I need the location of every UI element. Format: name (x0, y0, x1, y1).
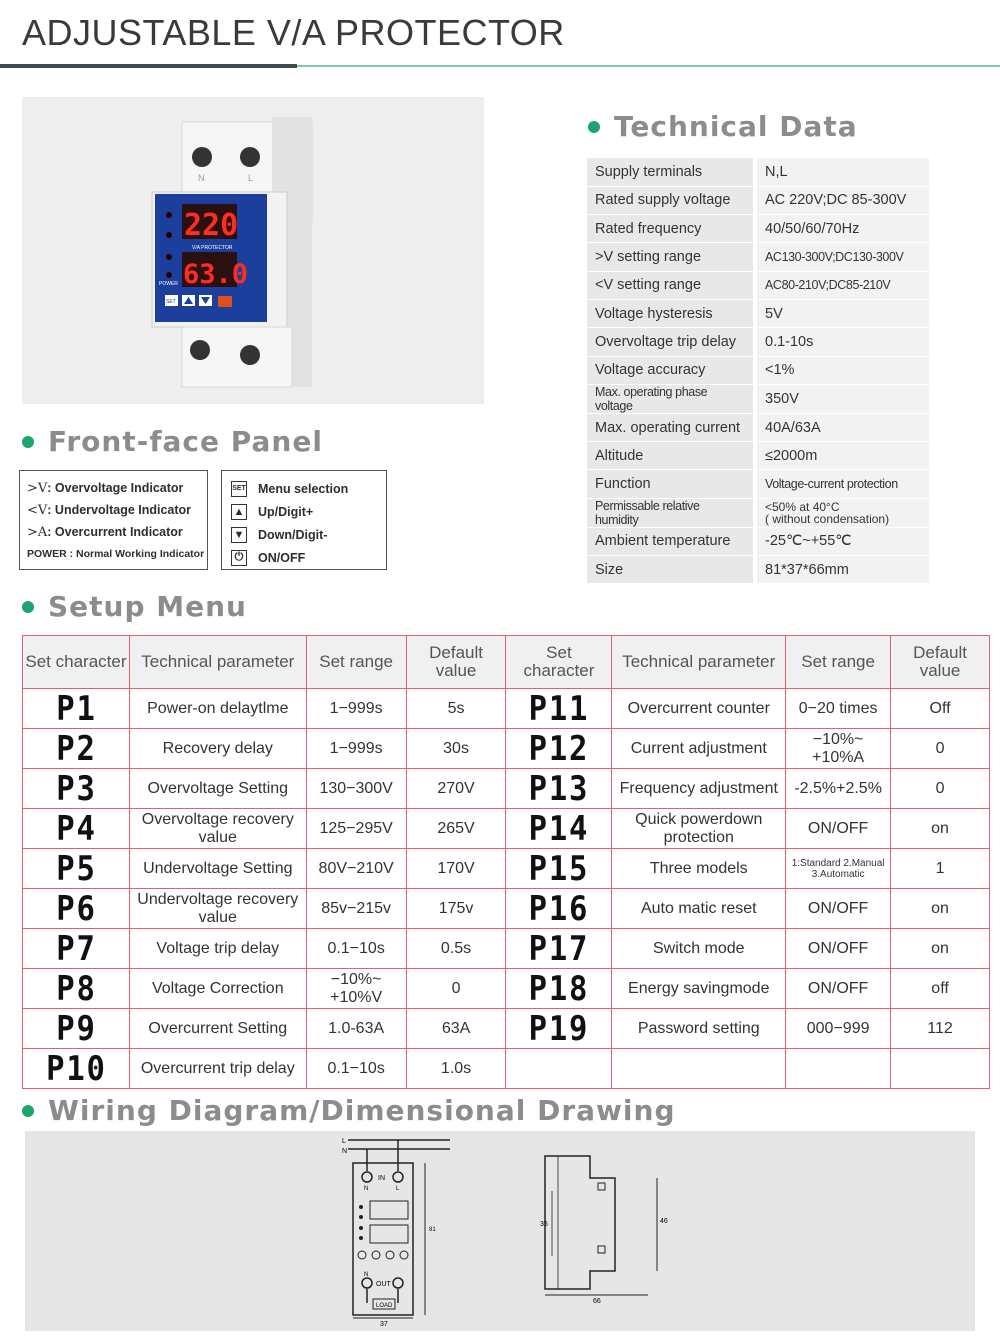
table-cell: 1:Standard 2.Manual 3.Automatic (786, 849, 891, 889)
table-cell: 125−295V (306, 809, 406, 849)
table-cell: Recovery delay (129, 729, 306, 769)
table-cell: −10%~ +10%V (306, 969, 406, 1009)
setup-menu-table (22, 635, 990, 1089)
setup-menu-heading: Setup Menu (22, 590, 247, 623)
set-icon: SET (231, 481, 247, 497)
front-panel-heading: Front-face Panel (22, 425, 323, 458)
table-cell: 112 (891, 1009, 990, 1049)
table-cell: Overcurrent counter (612, 689, 786, 729)
line-n-label: N (342, 1148, 348, 1155)
table-cell: AC130-300V;DC130-300V (755, 243, 929, 271)
indicator-power: POWER : Normal Working Indicator (27, 548, 205, 560)
table-cell: <50% at 40°C ( without condensation) (755, 498, 929, 527)
table-cell: 170V (406, 849, 506, 889)
table-row (23, 1049, 990, 1089)
table-cell: <1% (755, 356, 929, 384)
table-cell: P9 (28, 1009, 124, 1049)
table-cell: 0 (891, 729, 990, 769)
table-row (587, 442, 929, 470)
table-cell: 130−300V (306, 769, 406, 809)
table-row (587, 243, 929, 271)
display-bottom: 63.0 (183, 259, 249, 290)
table-cell: 5s (406, 689, 506, 729)
table-cell: AC 220V;DC 85-300V (755, 186, 929, 214)
table-cell: P10 (28, 1049, 124, 1089)
table-cell: Overvoltage trip delay (587, 328, 755, 356)
table-row (587, 328, 929, 356)
table-header-cell: Technical parameter (129, 636, 306, 689)
table-cell: Overvoltage recovery value (129, 809, 306, 849)
terminal-n: N (364, 1186, 369, 1192)
table-cell (786, 1049, 891, 1089)
in-label: IN (378, 1175, 385, 1182)
table-cell: 5V (755, 299, 929, 327)
table-cell: P3 (28, 769, 124, 809)
terminal-l: L (396, 1186, 400, 1192)
table-cell: ≤2000m (755, 442, 929, 470)
table-row (23, 1009, 990, 1049)
table-cell: 000−999 (786, 1009, 891, 1049)
table-row (23, 889, 990, 929)
table-row (23, 849, 990, 889)
table-cell: on (891, 929, 990, 969)
table-cell: Three models (612, 849, 786, 889)
technical-data-heading: Technical Data (588, 110, 858, 143)
screw-icon (240, 147, 260, 167)
table-cell: Overcurrent Setting (129, 1009, 306, 1049)
table-row (23, 769, 990, 809)
table-cell: P6 (28, 889, 124, 929)
table-cell: Supply terminals (587, 158, 755, 186)
table-cell: P16 (511, 889, 606, 929)
table-header-cell: Set range (786, 636, 891, 689)
table-row (587, 271, 929, 299)
table-cell: -25℃~+55℃ (755, 527, 929, 555)
table-cell: Max. operating current (587, 413, 755, 441)
terminal-n-out: N (364, 1272, 369, 1278)
table-cell: 270V (406, 769, 506, 809)
table-cell (891, 1049, 990, 1089)
table-cell: ON/OFF (786, 889, 891, 929)
terminal-l-label: L (248, 173, 254, 183)
table-cell: 80V−210V (306, 849, 406, 889)
wiring-area (25, 1131, 975, 1331)
table-row (23, 729, 990, 769)
table-row (587, 356, 929, 384)
table-cell: Frequency adjustment (612, 769, 786, 809)
table-cell: Overcurrent trip delay (129, 1049, 306, 1089)
table-cell: AC80-210V;DC85-210V (755, 271, 929, 299)
table-cell: Off (891, 689, 990, 729)
table-cell: ON/OFF (786, 809, 891, 849)
table-header-cell: Set character (23, 636, 130, 689)
table-cell: −10%~ +10%A (786, 729, 891, 769)
table-row (587, 158, 929, 186)
table-cell: Undervoltage recovery value (129, 889, 306, 929)
table-cell: P1 (28, 689, 124, 729)
table-row (23, 969, 990, 1009)
table-row (23, 929, 990, 969)
table-row (587, 556, 929, 584)
screw-icon (192, 147, 212, 167)
protector-device-illustration (22, 97, 484, 404)
bullet-icon (22, 601, 34, 613)
table-cell: 1 (891, 849, 990, 889)
table-cell: 0.1−10s (306, 929, 406, 969)
table-cell: 0.5s (406, 929, 506, 969)
table-cell: Current adjustment (612, 729, 786, 769)
table-cell: <V setting range (587, 271, 755, 299)
title-rule-green (297, 65, 1000, 67)
table-cell: Overvoltage Setting (129, 769, 306, 809)
table-cell (506, 1049, 612, 1089)
up-arrow-icon: ▲ (231, 504, 247, 520)
table-cell: 0 (891, 769, 990, 809)
table-cell: Power-on delaytlme (129, 689, 306, 729)
power-button-icon (218, 296, 232, 307)
table-cell: 85v−215v (306, 889, 406, 929)
table-cell: 0−20 times (786, 689, 891, 729)
table-cell: Switch mode (612, 929, 786, 969)
table-cell: Max. operating phase voltage (587, 384, 755, 413)
dim-46: 46 (660, 1218, 668, 1225)
table-cell: 1−999s (306, 689, 406, 729)
power-label: POWER (159, 281, 178, 287)
wiring-heading: Wiring Diagram/Dimensional Drawing (22, 1094, 676, 1127)
table-cell: Voltage trip delay (129, 929, 306, 969)
table-cell: 1.0s (406, 1049, 506, 1089)
table-header-cell: Technical parameter (612, 636, 786, 689)
table-row (587, 498, 929, 527)
table-row (587, 413, 929, 441)
table-cell: Voltage accuracy (587, 356, 755, 384)
screw-icon (190, 340, 210, 360)
table-cell: 40/50/60/70Hz (755, 215, 929, 243)
table-cell: P11 (511, 689, 606, 729)
table-cell: P17 (511, 929, 606, 969)
indicator-overcurrent: >A: Overcurrent Indicator (27, 525, 183, 540)
table-cell: Rated frequency (587, 215, 755, 243)
table-cell: P13 (511, 769, 606, 809)
wiring-diagram (25, 1131, 975, 1331)
table-cell: on (891, 889, 990, 929)
table-cell: 0 (406, 969, 506, 1009)
table-cell: 40A/63A (755, 413, 929, 441)
table-cell: 30s (406, 729, 506, 769)
table-cell (612, 1049, 786, 1089)
table-header-cell: Default value (891, 636, 990, 689)
table-row (587, 384, 929, 413)
table-cell: Size (587, 556, 755, 584)
indicator-undervoltage: <V: Undervoltage Indicator (27, 503, 192, 518)
table-cell: Undervoltage Setting (129, 849, 306, 889)
product-photo (22, 97, 484, 404)
table-cell: 63A (406, 1009, 506, 1049)
table-cell: P7 (28, 929, 124, 969)
table-cell: 0.1−10s (306, 1049, 406, 1089)
load-label: LOAD (376, 1303, 393, 1309)
table-cell: Permissable relative humidity (587, 498, 755, 527)
technical-data-table (587, 158, 929, 584)
table-row (587, 299, 929, 327)
table-cell: N,L (755, 158, 929, 186)
table-cell: Altitude (587, 442, 755, 470)
table-row (23, 809, 990, 849)
table-row (23, 689, 990, 729)
table-cell: -2.5%+2.5% (786, 769, 891, 809)
table-cell: Voltage-current protection (755, 470, 929, 498)
dim-66: 66 (593, 1298, 601, 1305)
dim-width: 37 (380, 1321, 388, 1328)
table-cell: P19 (511, 1009, 606, 1049)
title-rule-dark (0, 64, 297, 68)
table-cell: 350V (755, 384, 929, 413)
power-icon: ⏻ (231, 550, 247, 566)
table-cell: 1−999s (306, 729, 406, 769)
table-header-cell: Set range (306, 636, 406, 689)
table-row (587, 186, 929, 214)
table-cell: ON/OFF (786, 969, 891, 1009)
display-top: 220 (184, 208, 239, 243)
indicator-legend (19, 470, 208, 570)
set-label: SET (166, 299, 176, 305)
line-l-label: L (342, 1138, 346, 1145)
table-cell: Function (587, 470, 755, 498)
page-title: ADJUSTABLE V/A PROTECTOR (22, 12, 565, 53)
table-cell: P15 (511, 849, 606, 889)
table-row (587, 527, 929, 555)
table-cell: off (891, 969, 990, 1009)
table-header-cell: Set character (506, 636, 612, 689)
table-row (587, 215, 929, 243)
terminal-n-label: N (198, 173, 205, 183)
dim-height: 81 (429, 1227, 436, 1233)
bullet-icon (22, 1105, 34, 1117)
table-cell: P18 (511, 969, 606, 1009)
button-legend: SET Menu selection ▲ Up/Digit+ ▼ Down/Digit- ⏻ ON/OFF (221, 470, 387, 570)
table-header-row (23, 636, 990, 689)
bullet-icon (22, 436, 34, 448)
table-cell: 265V (406, 809, 506, 849)
table-row (587, 470, 929, 498)
table-header-cell: Default value (406, 636, 506, 689)
out-label: OUT (376, 1281, 391, 1288)
table-cell: P4 (28, 809, 124, 849)
table-cell: P12 (511, 729, 606, 769)
screw-icon (240, 345, 260, 365)
table-cell: P8 (28, 969, 124, 1009)
table-cell: 1.0-63A (306, 1009, 406, 1049)
table-cell: Ambient temperature (587, 527, 755, 555)
table-cell: Rated supply voltage (587, 186, 755, 214)
table-cell: Auto matic reset (612, 889, 786, 929)
table-cell: P5 (28, 849, 124, 889)
down-arrow-icon: ▼ (231, 527, 247, 543)
table-cell: >V setting range (587, 243, 755, 271)
table-cell: Voltage Correction (129, 969, 306, 1009)
table-cell: P2 (28, 729, 124, 769)
table-cell: 175v (406, 889, 506, 929)
indicator-overvoltage: >V: Overvoltage Indicator (27, 481, 184, 496)
table-cell: Energy savingmode (612, 969, 786, 1009)
table-cell: ON/OFF (786, 929, 891, 969)
table-cell: Password setting (612, 1009, 786, 1049)
table-cell: 0.1-10s (755, 328, 929, 356)
table-cell: 81*37*66mm (755, 556, 929, 584)
bullet-icon (588, 121, 600, 133)
table-cell: P14 (511, 809, 606, 849)
table-cell: Voltage hysteresis (587, 299, 755, 327)
dim-35: 35 (540, 1221, 548, 1228)
table-cell: Quick powerdown protection (612, 809, 786, 849)
table-cell: on (891, 809, 990, 849)
brand-text: V/A PROTECTOR (192, 245, 233, 251)
